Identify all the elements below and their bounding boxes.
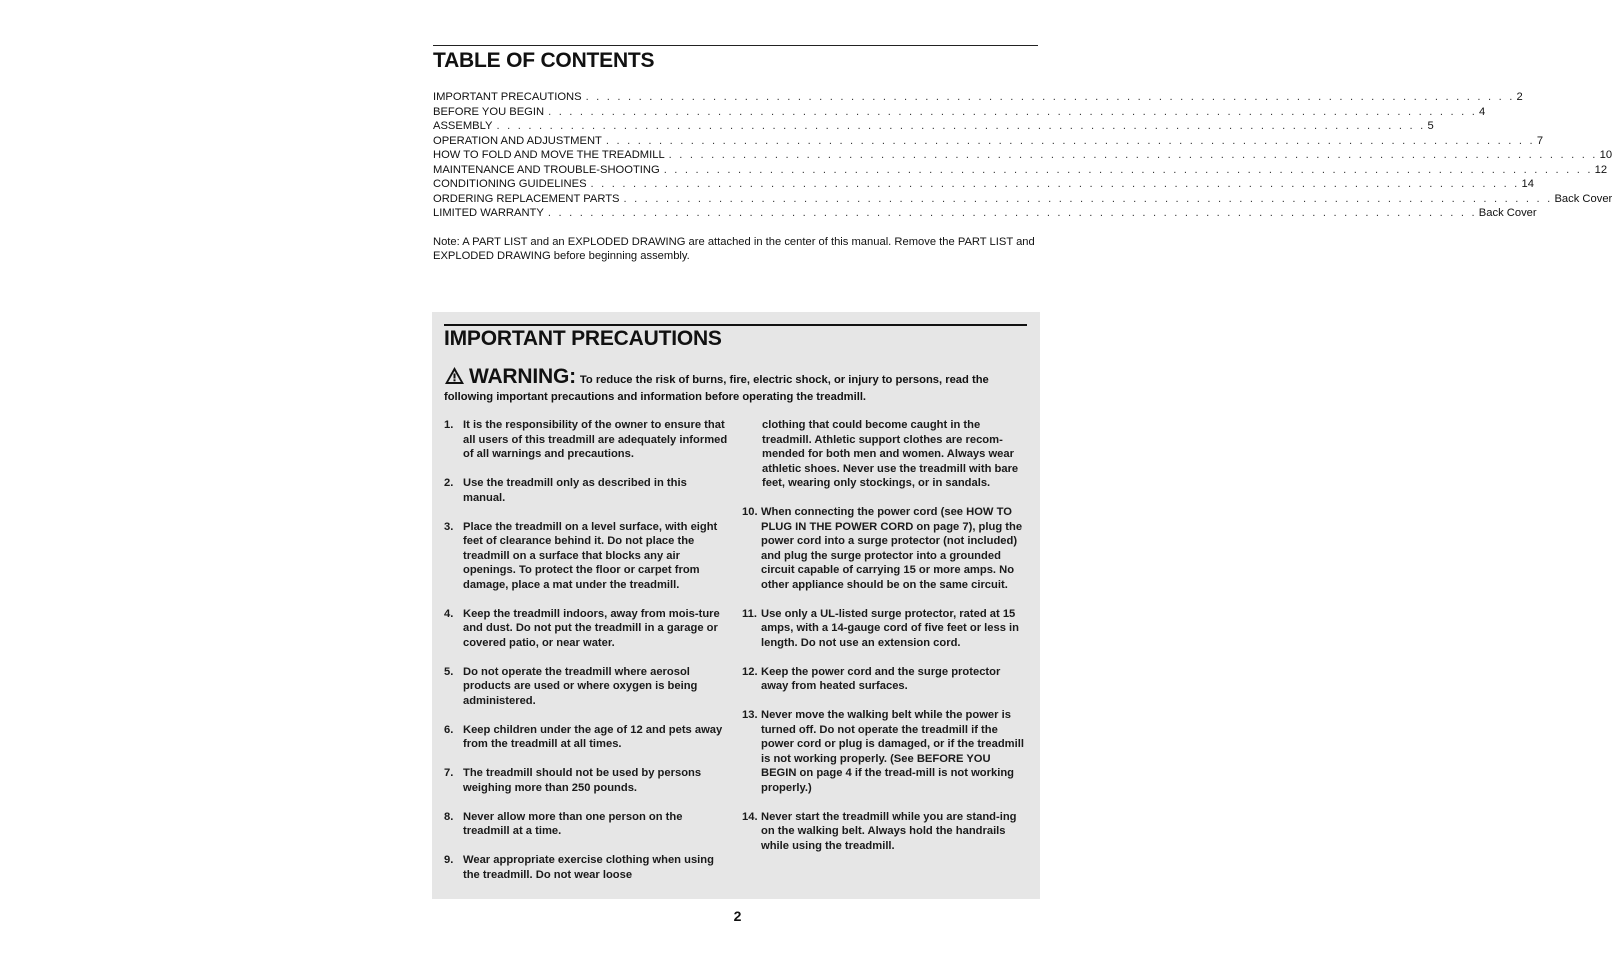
warning-text: To reduce the risk of burns, fire, electric shock, or injury to persons, read the following important precautions and information before operating the treadmill. bbox=[444, 374, 989, 403]
precaution-item bbox=[742, 607, 1029, 651]
toc-entry[interactable] bbox=[433, 119, 1434, 134]
toc-leader-dots: . . . . . . . . . . . . . . . . . . . . . . . . . . . . . . . . . . . . . . . . . . . . . . . . . . . . . . . . . . . . . . . . . . . . . . . . . . . . . . . . . . . . . . . . bbox=[585, 91, 1515, 103]
precaution-number: 5. bbox=[444, 665, 454, 678]
toc-entry[interactable] bbox=[433, 105, 1486, 120]
precaution-number: 12. bbox=[742, 665, 758, 678]
toc-entry-label: MAINTENANCE AND TROUBLE-SHOOTING bbox=[433, 163, 660, 176]
toc-leader-dots: . . . . . . . . . . . . . . . . . . . . . . . . . . . . . . . . . . . . . . . . . . . . . . . . . . . . . . . . . . . . . . . . . . . . . . . . . . . . . . . . . . . . . . . . bbox=[496, 120, 1426, 132]
precautions-right-column bbox=[742, 418, 1029, 868]
precaution-item bbox=[444, 810, 729, 839]
precautions-left-column bbox=[444, 418, 729, 897]
precautions-panel bbox=[432, 312, 1040, 899]
precaution-item bbox=[444, 418, 729, 462]
precaution-item bbox=[742, 665, 1029, 694]
toc-entry[interactable] bbox=[433, 163, 1608, 178]
toc-entry-label: ORDERING REPLACEMENT PARTS bbox=[433, 192, 620, 205]
toc-entry-page: 14 bbox=[1521, 178, 1534, 190]
precaution-text: The treadmill should not be used by persons weighing more than 250 pounds. bbox=[463, 767, 702, 794]
toc-entry-page: 5 bbox=[1427, 120, 1434, 132]
toc-entry-page: 7 bbox=[1536, 134, 1544, 147]
precaution-number: 2. bbox=[444, 477, 454, 489]
toc-entry-page: 12 bbox=[1594, 163, 1608, 176]
table-of-contents bbox=[433, 45, 1612, 264]
precaution-text: Use only a UL-listed surge protector, rated at 15 amps, with a 14-gauge cord of five feet or less in length. Do not use an extension cord. bbox=[761, 607, 1020, 649]
precaution-item bbox=[444, 520, 729, 593]
toc-leader-dots: . . . . . . . . . . . . . . . . . . . . . . . . . . . . . . . . . . . . . . . . . . . . . . . . . . . . . . . . . . . . . . . . . . . . . . . . . . . . . . . . . . . . . . . . bbox=[590, 178, 1520, 190]
precaution-text: Never start the treadmill while you are stand-ing on the walking belt. Always hold the handrails while using the treadmill. bbox=[761, 810, 1017, 852]
precaution-number: 6. bbox=[444, 723, 454, 736]
toc-entry-label: CONDITIONING GUIDELINES bbox=[433, 178, 587, 190]
toc-note: Note: A PART LIST and an EXPLODED DRAWING are attached in the center of this manual. Remove the PART LIST and EXPLODED DRAWING before beginning assembly. bbox=[433, 235, 1035, 262]
precaution-number: 10. bbox=[742, 506, 758, 518]
toc-title: TABLE OF CONTENTS bbox=[433, 49, 655, 72]
toc-entry-label: ASSEMBLY bbox=[433, 120, 493, 132]
precaution-number: 14. bbox=[742, 810, 758, 823]
precaution-item bbox=[444, 853, 729, 882]
toc-entry[interactable] bbox=[433, 206, 1537, 221]
toc-leader-dots: . . . . . . . . . . . . . . . . . . . . . . . . . . . . . . . . . . . . . . . . . . . . . . . . . . . . . . . . . . . . . . . . . . . . . . . . . . . . . . . . . . . . . . . . bbox=[605, 134, 1535, 147]
precaution-text: Keep the treadmill indoors, away from mois-ture and dust. Do not put the treadmill in a garage or covered patio, or near water. bbox=[463, 607, 720, 649]
toc-entry[interactable] bbox=[433, 134, 1544, 149]
precaution-text: Do not operate the treadmill where aerosol products are used or where oxygen is being administered. bbox=[463, 665, 698, 707]
precaution-number: 9. bbox=[444, 854, 454, 866]
toc-entry[interactable] bbox=[433, 177, 1534, 192]
page-number: 2 bbox=[733, 908, 742, 924]
precaution-text: Place the treadmill on a level surface, with eight feet of clearance behind it. Do not place the treadmill on a surface that blocks any air openings. To protect the floor or carpet from damage, place a mat under the treadmill. bbox=[463, 520, 718, 591]
precaution-text: Never allow more than one person on the treadmill at a time. bbox=[463, 810, 683, 837]
warning-heading: WARNING: bbox=[469, 365, 576, 388]
precaution-number: 13. bbox=[742, 709, 758, 721]
toc-entry-label: OPERATION AND ADJUSTMENT bbox=[433, 134, 602, 147]
precaution-item bbox=[444, 607, 729, 651]
precaution-number: 3. bbox=[444, 520, 454, 533]
precaution-text: Never move the walking belt while the power is turned off. Do not operate the treadmill if the power cord or plug is damaged, or if the treadmill is not working properly. (See BEFORE YOU BEGIN on page 4 if the tread-mill is not working properly.) bbox=[761, 709, 1024, 794]
precaution-item bbox=[742, 810, 1029, 854]
precaution-text: Keep the power cord and the surge protector away from heated surfaces. bbox=[761, 665, 1001, 692]
warning-triangle-icon bbox=[444, 366, 465, 390]
toc-entry-page: Back Cover bbox=[1554, 192, 1612, 205]
toc-entry-label: HOW TO FOLD AND MOVE THE TREADMILL bbox=[433, 149, 665, 161]
precaution-item bbox=[742, 708, 1029, 795]
precaution-number: 7. bbox=[444, 767, 454, 779]
precaution-item bbox=[742, 505, 1029, 592]
toc-entry-label: LIMITED WARRANTY bbox=[433, 207, 544, 219]
toc-entry-label: IMPORTANT PRECAUTIONS bbox=[433, 91, 582, 103]
precaution-number: 8. bbox=[444, 810, 454, 823]
precaution-number: 4. bbox=[444, 607, 454, 620]
toc-leader-dots: . . . . . . . . . . . . . . . . . . . . . . . . . . . . . . . . . . . . . . . . . . . . . . . . . . . . . . . . . . . . . . . . . . . . . . . . . . . . . . . . . . . . . . . . bbox=[663, 163, 1593, 176]
toc-entry[interactable] bbox=[433, 192, 1612, 207]
toc-entry-page: 10 bbox=[1599, 149, 1612, 161]
toc-leader-dots: . . . . . . . . . . . . . . . . . . . . . . . . . . . . . . . . . . . . . . . . . . . . . . . . . . . . . . . . . . . . . . . . . . . . . . . . . . . . . . . . . . . . . . . . bbox=[623, 192, 1553, 205]
precaution-text: It is the responsibility of the owner to ensure that all users of this treadmill are adequately informed of all warnings and precautions. bbox=[463, 419, 728, 460]
precaution-item bbox=[444, 723, 729, 752]
toc-entry-page: 4 bbox=[1479, 105, 1486, 118]
toc-list bbox=[433, 90, 1612, 221]
toc-leader-dots: . . . . . . . . . . . . . . . . . . . . . . . . . . . . . . . . . . . . . . . . . . . . . . . . . . . . . . . . . . . . . . . . . . . . . . . . . . . . . . . . . . . . . . . . bbox=[668, 149, 1598, 161]
precaution-continued-text: clothing that could become caught in the treadmill. Athletic support clothes are recom-mended for both men and women. Always wear athletic shoes. Never use the treadmill with bare feet, wearing only stockings, or in sandals. bbox=[762, 419, 1019, 489]
precautions-title: IMPORTANT PRECAUTIONS bbox=[444, 327, 722, 350]
toc-leader-dots: . . . . . . . . . . . . . . . . . . . . . . . . . . . . . . . . . . . . . . . . . . . . . . . . . . . . . . . . . . . . . . . . . . . . . . . . . . . . . . . . . . . . . . . . bbox=[547, 207, 1477, 219]
toc-entry[interactable] bbox=[433, 90, 1523, 105]
toc-top-rule bbox=[433, 45, 1038, 46]
precaution-item bbox=[444, 665, 729, 709]
toc-entry-label: BEFORE YOU BEGIN bbox=[433, 105, 545, 118]
precaution-text: When connecting the power cord (see HOW TO PLUG IN THE POWER CORD on page 7), plug the power cord into a surge protector (not included) and plug the surge protector into a grounded circuit capable of carrying 15 or more amps. No other appliance should be on the same circuit. bbox=[761, 506, 1023, 591]
toc-entry[interactable] bbox=[433, 148, 1612, 163]
toc-leader-dots: . . . . . . . . . . . . . . . . . . . . . . . . . . . . . . . . . . . . . . . . . . . . . . . . . . . . . . . . . . . . . . . . . . . . . . . . . . . . . . . . . . . . . . . . bbox=[548, 105, 1478, 118]
precaution-number: 1. bbox=[444, 419, 454, 431]
precaution-item bbox=[444, 476, 729, 505]
precaution-number: 11. bbox=[742, 607, 757, 620]
precaution-text: Use the treadmill only as described in this manual. bbox=[463, 477, 687, 504]
warning-statement bbox=[444, 366, 1029, 404]
toc-entry-page: Back Cover bbox=[1478, 207, 1537, 219]
precaution-item bbox=[444, 766, 729, 795]
precaution-text: Keep children under the age of 12 and pets away from the treadmill at all times. bbox=[463, 723, 723, 750]
toc-entry-page: 2 bbox=[1516, 91, 1523, 103]
precaution-text: Wear appropriate exercise clothing when using the treadmill. Do not wear loose bbox=[463, 854, 714, 881]
